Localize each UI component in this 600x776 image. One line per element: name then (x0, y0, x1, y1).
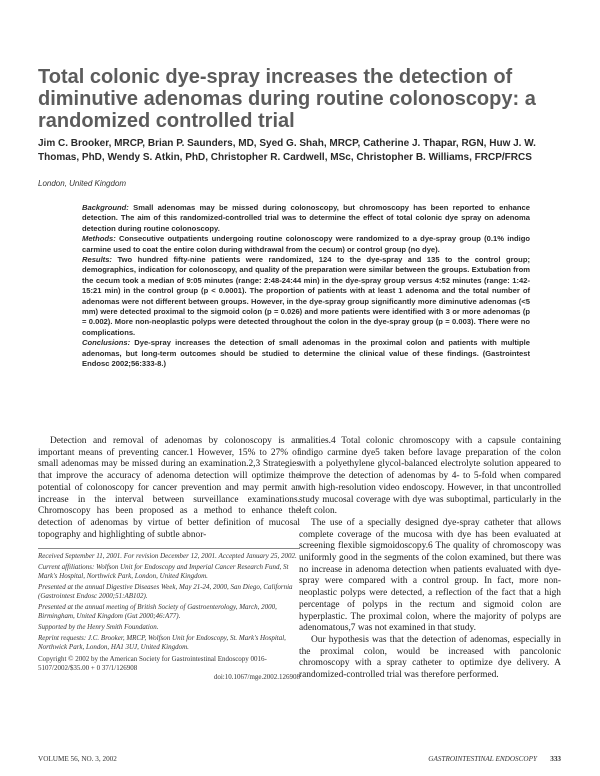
abstract-conclusions (82, 338, 530, 369)
results-text: Two hundred fifty-nine patients were randomized, 124 to the dye-spray and 135 to the control group; demographics, indication for colonoscopy, and quality of the preparation were similar between the groups. Extubation from the cecum took a median of 9:05 minutes (range: 2:48-24:44 min) in the dye-spray group versus 4:52 minutes (range: 1:42-15:21 min) in the control group (p < 0.0001). The proportion of patients with at least 1 adenoma and the total number of adenomas were not different between groups. However, in the dye-spray group significantly more diminutive adenomas (<5 mm) were detected proximal to the sigmoid colon (p = 0.026) and more patients were identified with 3 or more adenomas (p = 0.002). More non-neoplastic polyps were detected throughout the colon in the dye-spray group (p = 0.003). There were no complications. (82, 255, 530, 337)
article-title: Total colonic dye-spray increases the detection of diminutive adenomas during routine colonoscopy: a randomized controlled trial (38, 66, 536, 132)
copyright-line: Copyright © 2002 by the American Society for Gastrointestinal Endoscopy 0016-5107/2002/$35.00 + 0 37/1/126908 (38, 655, 267, 672)
conclusions-label: Conclusions: (82, 338, 131, 348)
results-label: Results: (82, 255, 112, 265)
body-paragraph: Our hypothesis was that the detection of adenomas, especially in the proximal colon, would be increased with pancolonic chromoscopy with a spray catheter to optimize dye delivery. A randomized-controlled trial was therefore performed. (299, 634, 561, 681)
doi-line: doi:10.1067/mge.2002.126908 (213, 673, 300, 681)
footnote-received: Received September 11, 2001. For revision December 12, 2001. Accepted January 25, 2002. (38, 552, 297, 560)
footnote-presented-bsg: Presented at the annual meeting of British Society of Gastroenterology, March, 2000, Birmingham, United Kingdom (Gut 2000;46:A77). (38, 603, 277, 620)
footnote-affiliations: Current affiliations: Wolfson Unit for Endoscopy and Imperial Cancer Research Fund, St Mark's Hospital, Northwick Park, London, United Kingdom. (38, 563, 289, 580)
abstract-results (82, 255, 530, 338)
footnote-reprints: Reprint requests: J.C. Brooker, MRCP, Wolfson Unit for Endoscopy, St. Mark's Hospital, Northwick Park, London, HA1 3UJ, United Kingdom. (38, 634, 286, 651)
footnote-presented-ddw: Presented at the annual Digestive Diseases Week, May 21-24, 2000, San Diego, California (Gastrointest Endosc 2000;51:AB102). (38, 583, 293, 600)
abstract-background (82, 203, 530, 234)
methods-label: Methods: (82, 234, 116, 244)
abstract-methods (82, 234, 530, 255)
conclusions-text: Dye-spray increases the detection of small adenomas in the proximal colon and patients with multiple adenomas, but long-term outcomes should be studied to determine the clinical value of these findings. (Gastrointest Endosc 2002;56:333-8.) (82, 338, 530, 369)
abstract (82, 203, 530, 370)
methods-text: Consecutive outpatients undergoing routine colonoscopy were randomized to a dye-spray group (0.1% indigo carmine used to coat the entire colon during withdrawal from the cecum) or control group (no dye). (82, 234, 530, 254)
journal-name: GASTROINTESTINAL ENDOSCOPY (428, 755, 537, 763)
footnote-support: Supported by the Henry Smith Foundation. (38, 623, 159, 631)
body-paragraph: Detection and removal of adenomas by colonoscopy is an important means of preventing cancer.1 However, 15% to 27% of small adenomas may be missed during an examination.2,3 Strategies that improve the accuracy of adenoma detection will optimize the potential of colonoscopy for cancer prevention and may permit an increase in the interval between surveillance examinations. Chromoscopy has been proposed as a method to enhance the detection of adenomas by virtue of better definition of mucosal topography and highlighting of subtle abnor- (38, 436, 300, 540)
author-affiliation: London, United Kingdom (38, 179, 127, 188)
page-number: 333 (550, 755, 561, 763)
author-list: Jim C. Brooker, MRCP, Brian P. Saunders, MD, Syed G. Shah, MRCP, Catherine J. Thapar, RGN, Huw J. W. Thomas, PhD, Wendy S. Atkin, PhD, Christopher R. Cardwell, MSc, Christopher B. Williams, FRCP/FRCS (38, 138, 536, 163)
background-text: Small adenomas may be missed during colonoscopy, but chromoscopy has been reported to enhance detection. The aim of this randomized-controlled trial was to determine the effect of total colonic dye spray on adenoma detection during routine colonoscopy. (82, 203, 530, 233)
volume-issue: VOLUME 56, NO. 3, 2002 (38, 755, 117, 763)
body-paragraph: malities.4 Total colonic chromoscopy with a capsule containing indigo carmine dye5 taken before lavage preparation of the colon with a polyethylene glycol-balanced electrolyte solution appeared to improve the detection of adenomas by 4- to 5-fold when compared with high-resolution video endoscopy. However, in that uncontrolled study mucosal coverage with dye was suboptimal, particularly in the left colon. (299, 436, 561, 517)
body-column-left (38, 436, 300, 541)
footnotes (38, 548, 300, 682)
background-label: Background: (82, 203, 129, 212)
body-column-right (299, 436, 561, 682)
body-paragraph: The use of a specially designed dye-spray catheter that allows complete coverage of the mucosa with dye has been evaluated at screening flexible sigmoidoscopy.6 The quality of chromoscopy was uniformly good in the segments of the colon examined, but there was no increase in adenoma detection when patients evaluated with dye-spray were compared with a control group. In fact, more non-neoplastic polyps were detected, a reflection of the fact that a high percentage of polyps in the rectum and sigmoid colon are hyperplastic. The proximal colon, where the majority of polyps are adenomatous,7 was not examined in that study. (299, 517, 561, 634)
